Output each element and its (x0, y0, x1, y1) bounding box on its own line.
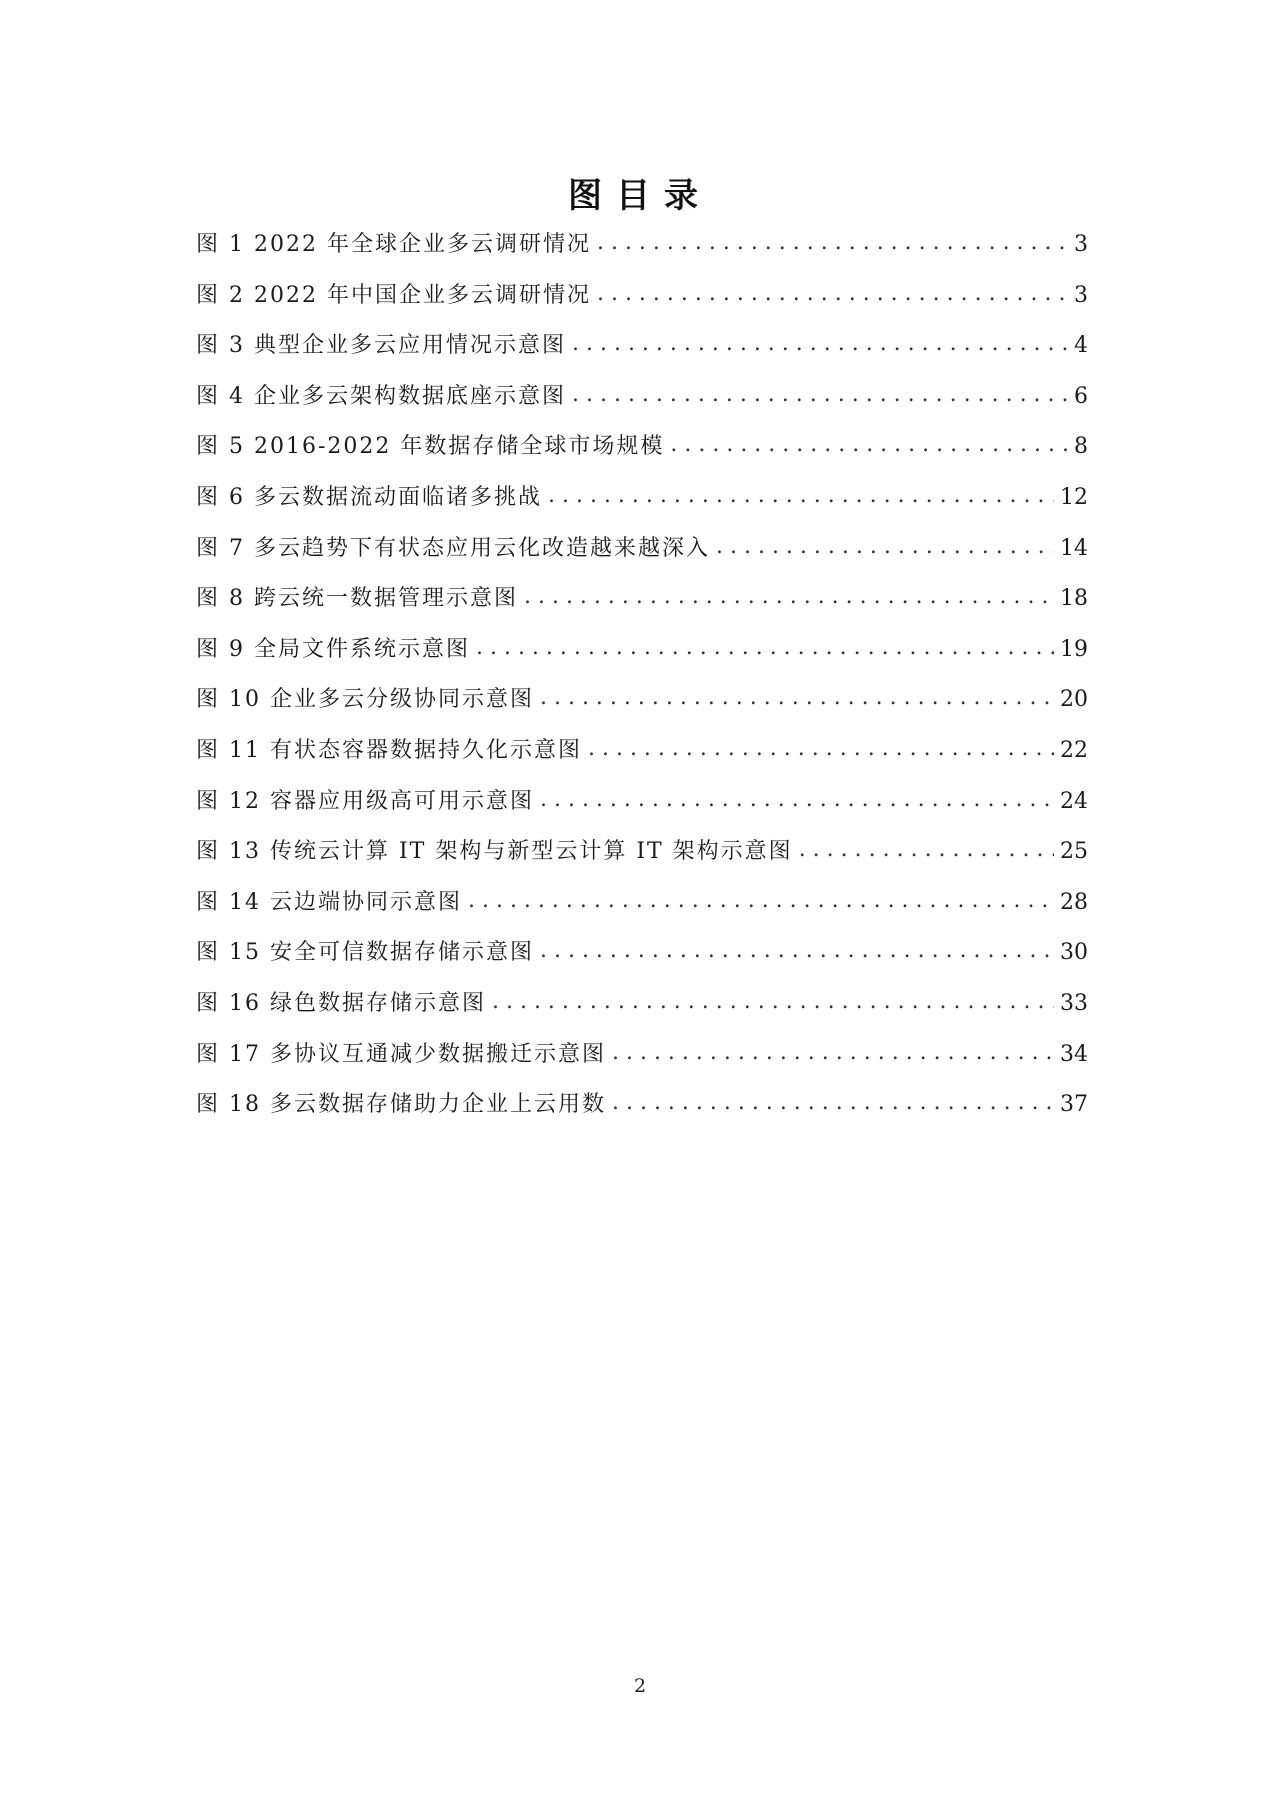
toc-entry-page: 34 (1060, 1041, 1088, 1067)
toc-leader (670, 430, 1068, 460)
page-title: 图目录 (568, 176, 712, 216)
toc-entry-page: 30 (1060, 940, 1088, 966)
toc-entry-label: 图 5 2016-2022 年数据存储全球市场规模 (196, 434, 665, 460)
toc-entry[interactable] (196, 382, 1088, 433)
toc-leader (572, 329, 1068, 359)
toc-entry-label: 图 3 典型企业多云应用情况示意图 (196, 333, 566, 359)
toc-entry-label: 图 7 多云趋势下有状态应用云化改造越来越深入 (196, 535, 710, 561)
toc-entry-label: 图 4 企业多云架构数据底座示意图 (196, 383, 566, 409)
toc-entry-page: 19 (1060, 636, 1088, 662)
toc-entry[interactable] (196, 837, 1088, 888)
toc-leader (588, 734, 1054, 764)
toc-entry-label: 图 18 多云数据存储助力企业上云用数 (196, 1092, 606, 1118)
toc-entry-page: 8 (1074, 434, 1088, 460)
toc-entry-label: 图 11 有状态容器数据持久化示意图 (196, 737, 582, 763)
toc-entry-page: 25 (1060, 839, 1088, 865)
toc-entry-page: 12 (1060, 484, 1088, 510)
toc-leader (468, 886, 1054, 916)
toc-leader (548, 481, 1054, 511)
toc-entry-page: 33 (1060, 990, 1088, 1016)
toc-entry[interactable] (196, 635, 1088, 686)
toc-entry-label: 图 1 2022 年全球企业多云调研情况 (196, 232, 591, 257)
toc-leader (799, 835, 1054, 865)
toc-entry[interactable] (196, 534, 1088, 585)
toc-entry[interactable] (196, 736, 1088, 787)
toc-entry-label: 图 13 传统云计算 IT 架构与新型云计算 IT 架构示意图 (196, 839, 793, 865)
toc-entry-label: 图 14 云边端协同示意图 (196, 889, 462, 915)
page-number: 2 (633, 1675, 647, 1697)
toc-entry[interactable] (196, 787, 1088, 838)
toc-entry[interactable] (196, 1040, 1088, 1091)
toc-entry-page: 3 (1074, 282, 1088, 308)
toc-entry[interactable] (196, 432, 1088, 483)
toc-entry-page: 14 (1060, 535, 1088, 561)
toc-entry[interactable] (196, 989, 1088, 1040)
toc-entry[interactable] (196, 685, 1088, 736)
toc-leader (597, 228, 1068, 258)
toc-entry-label: 图 15 安全可信数据存储示意图 (196, 940, 534, 966)
toc-entry[interactable] (196, 281, 1088, 332)
toc-entry-label: 图 12 容器应用级高可用示意图 (196, 788, 534, 814)
toc-entry-page: 18 (1060, 586, 1088, 612)
toc-entry-page: 20 (1060, 687, 1088, 713)
toc-leader (540, 936, 1054, 966)
toc-leader (540, 785, 1054, 815)
toc-leader (492, 987, 1054, 1017)
toc-entry-label: 图 16 绿色数据存储示意图 (196, 990, 486, 1016)
toc-entry-label: 图 8 跨云统一数据管理示意图 (196, 586, 518, 612)
toc-leader (716, 532, 1054, 562)
toc-entry-label: 图 10 企业多云分级协同示意图 (196, 687, 534, 713)
toc-entry[interactable] (196, 483, 1088, 534)
toc-entry-label: 图 17 多协议互通减少数据搬迁示意图 (196, 1041, 606, 1067)
toc-entry-page: 4 (1074, 333, 1088, 359)
toc-entry[interactable] (196, 888, 1088, 939)
toc-entry[interactable] (196, 938, 1088, 989)
toc-leader (572, 380, 1068, 410)
toc-entry-page: 37 (1060, 1092, 1088, 1118)
toc-leader (612, 1038, 1054, 1068)
toc-entry[interactable] (196, 584, 1088, 635)
toc-leader (612, 1088, 1054, 1118)
toc-entry[interactable] (196, 230, 1088, 281)
figure-list (196, 230, 1088, 1141)
toc-entry-page: 22 (1060, 737, 1088, 763)
toc-entry-label: 图 6 多云数据流动面临诸多挑战 (196, 484, 542, 510)
toc-leader (597, 279, 1068, 309)
toc-leader (540, 683, 1054, 713)
toc-leader (524, 582, 1054, 612)
toc-entry-page: 6 (1074, 383, 1088, 409)
toc-entry-page: 24 (1060, 788, 1088, 814)
toc-entry-page: 3 (1074, 232, 1088, 257)
toc-leader (476, 633, 1054, 663)
toc-entry[interactable] (196, 331, 1088, 382)
toc-entry-label: 图 2 2022 年中国企业多云调研情况 (196, 282, 591, 308)
toc-entry[interactable] (196, 1090, 1088, 1141)
toc-entry-label: 图 9 全局文件系统示意图 (196, 636, 470, 662)
toc-entry-page: 28 (1060, 889, 1088, 915)
